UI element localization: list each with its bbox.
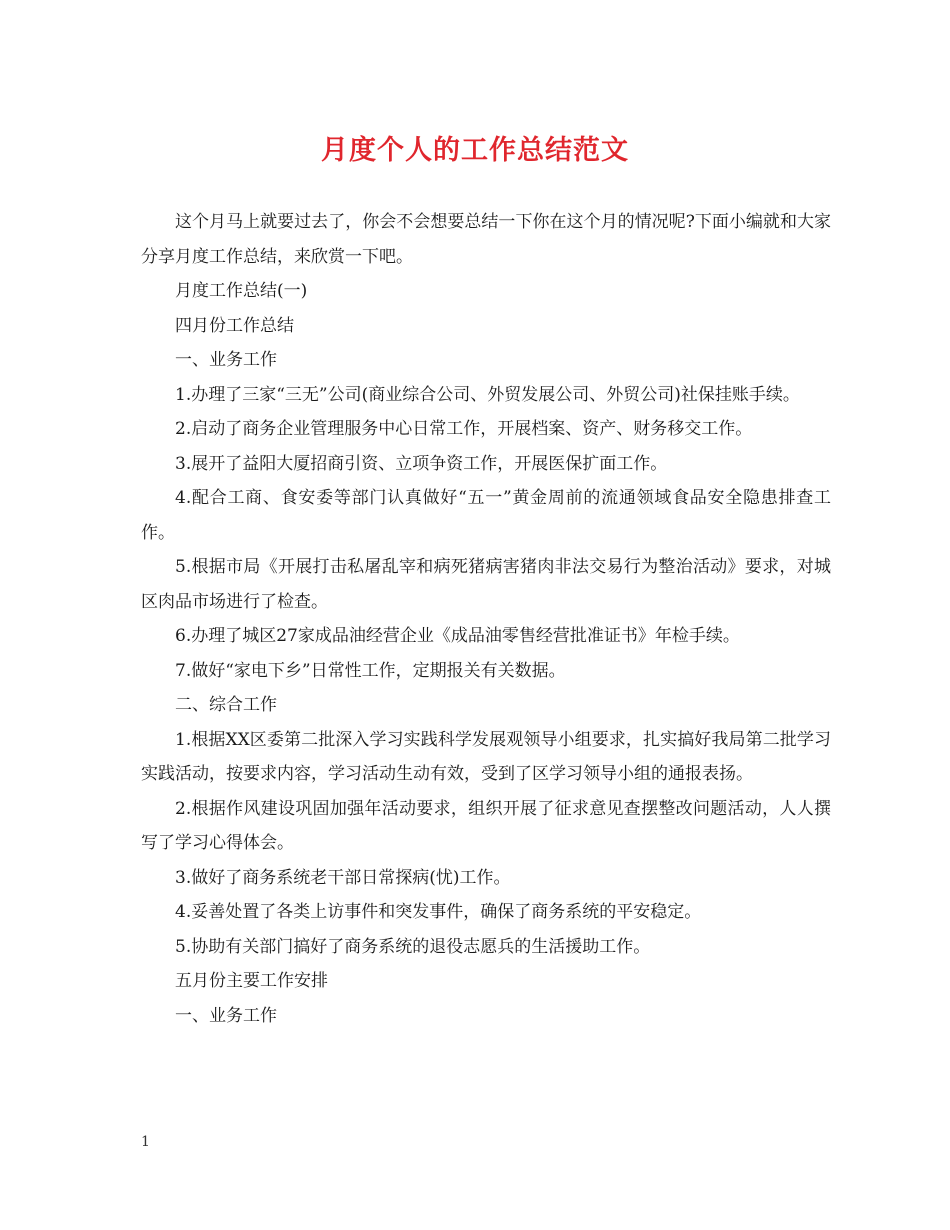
heading-business-work: 一、业务工作 bbox=[175, 350, 277, 370]
list-item: 6.办理了城区27家成品油经营企业《成品油零售经营批准证书》年检手续。 bbox=[175, 626, 740, 646]
heading-april-summary: 四月份工作总结 bbox=[175, 315, 294, 336]
heading-general-work: 二、综合工作 bbox=[175, 695, 277, 715]
list-item: 4.妥善处置了各类上访事件和突发事件，确保了商务系统的平安稳定。 bbox=[175, 902, 702, 922]
list-item: 2.根据作风建设巩固加强年活动要求，组织开展了征求意见查摆整改问题活动，人人撰写了学习心得体会。 bbox=[141, 798, 831, 853]
heading-business-work-may: 一、业务工作 bbox=[175, 1005, 277, 1026]
list-item: 5.协助有关部门搞好了商务系统的退役志愿兵的生活援助工作。 bbox=[175, 936, 651, 957]
paragraph-intro: 这个月马上就要过去了，你会不会想要总结一下你在这个月的情况呢?下面小编就和大家分享月度工作总结，来欣赏一下吧。 bbox=[141, 212, 831, 267]
heading-may-plan: 五月份主要工作安排 bbox=[175, 971, 328, 991]
list-item: 4.配合工商、食安委等部门认真做好“五一”黄金周前的流通领域食品安全隐患排查工作。 bbox=[141, 488, 831, 543]
list-item: 5.根据市局《开展打击私屠乱宰和病死猪病害猪肉非法交易行为整治活动》要求，对城区肉品市场进行了检查。 bbox=[141, 557, 831, 612]
list-item: 2.启动了商务企业管理服务中心日常工作，开展档案、资产、财务移交工作。 bbox=[175, 419, 753, 439]
list-item: 3.展开了益阳大厦招商引资、立项争资工作，开展医保扩面工作。 bbox=[175, 453, 668, 474]
heading-monthly-summary-1: 月度工作总结(一) bbox=[175, 281, 308, 301]
document-body bbox=[141, 205, 831, 1033]
list-item: 1.根据XX区委第二批深入学习实践科学发展观领导小组要求，扎实搞好我局第二批学习实践活动，按要求内容，学习活动生动有效，受到了区学习领导小组的通报表扬。 bbox=[141, 729, 831, 784]
list-item: 1.办理了三家“三无”公司(商业综合公司、外贸发展公司、外贸公司)社保挂账手续。 bbox=[175, 384, 800, 405]
list-item: 7.做好“家电下乡”日常性工作，定期报关有关数据。 bbox=[175, 660, 566, 681]
page-number: 1 bbox=[141, 1134, 150, 1150]
list-item: 3.做好了商务系统老干部日常探病(忧)工作。 bbox=[175, 867, 511, 888]
page-title: 月度个人的工作总结范文 bbox=[321, 135, 629, 166]
